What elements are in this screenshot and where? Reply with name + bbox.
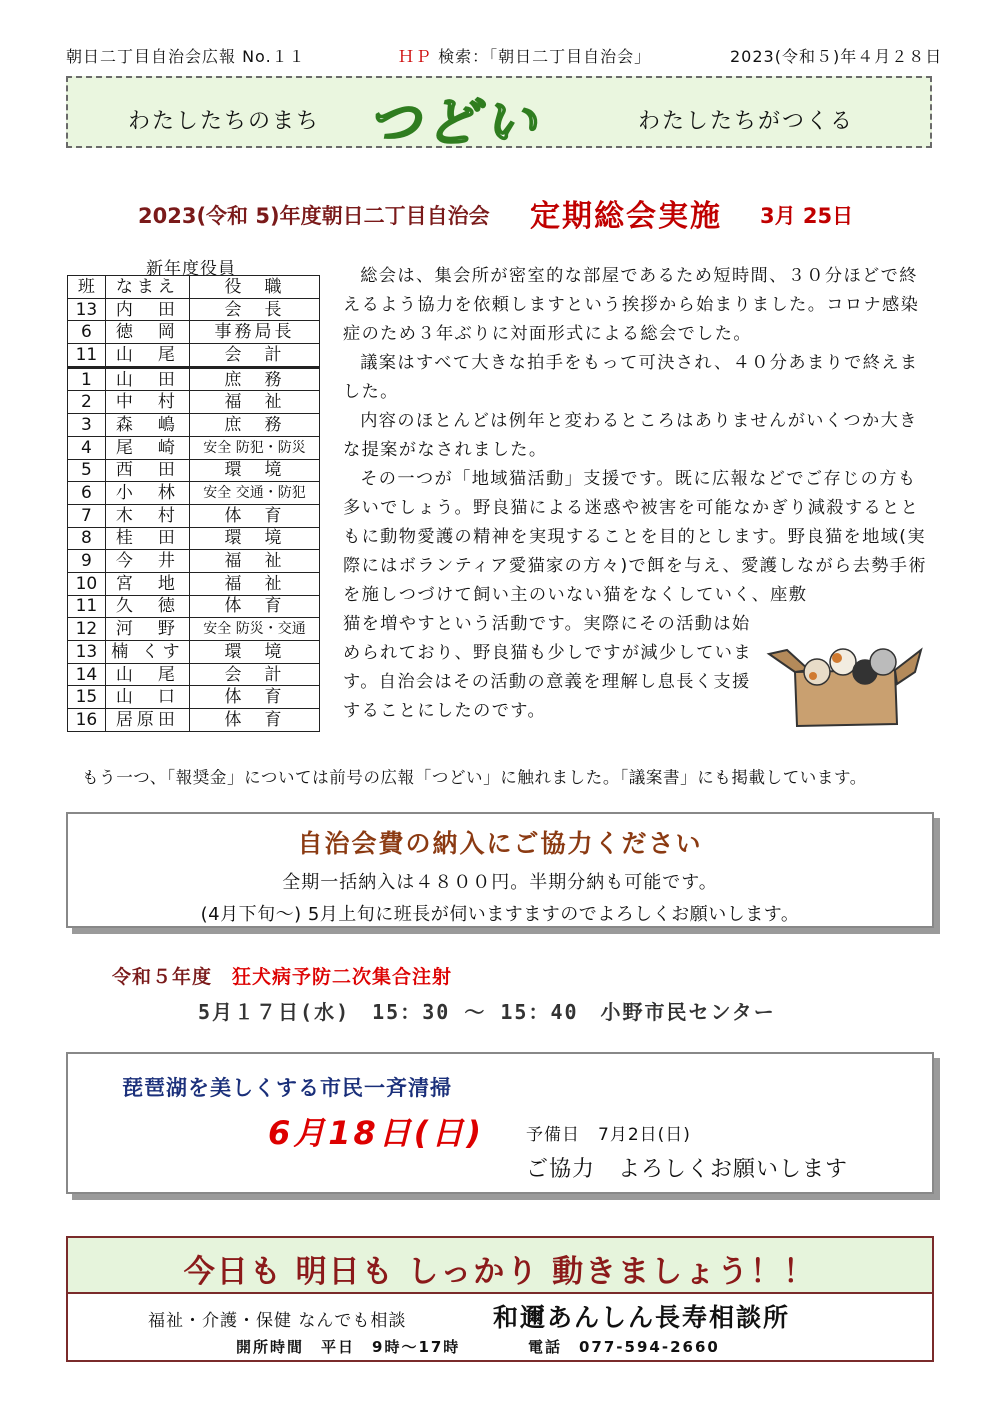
officer-group: 1 <box>68 367 106 391</box>
cat-head-icon <box>830 649 856 675</box>
officer-role: 会 計 <box>190 344 320 368</box>
cleanup-request: ご協力 よろしくお願いします <box>526 1157 849 1182</box>
officer-name: 山 田 <box>105 367 189 391</box>
officer-role: 体 育 <box>190 504 320 527</box>
officer-group: 14 <box>68 663 106 686</box>
cleanup-date: 6月18日(日) <box>268 1114 485 1152</box>
officer-group: 7 <box>68 504 106 527</box>
header-name: なまえ <box>105 276 189 299</box>
officer-group: 16 <box>68 709 106 732</box>
header-role: 役 職 <box>190 276 320 299</box>
article-paragraph: 議案はすべて大きな拍手をもって可決され、４０分あまりで終えました。 <box>343 353 919 402</box>
issue-number: 朝日二丁目自治会広報 No.１１ <box>66 47 306 66</box>
officer-row <box>68 436 320 459</box>
officer-row <box>68 572 320 595</box>
officer-row <box>68 618 320 641</box>
officer-row <box>68 414 320 437</box>
officer-role: 会 長 <box>190 298 320 321</box>
cat-patch <box>832 653 842 663</box>
officer-role: 環 境 <box>190 459 320 482</box>
officers-header-row <box>68 276 320 299</box>
masthead-right-slogan: わたしたちがつくる <box>638 109 855 134</box>
rabies-year: 令和５年度 <box>112 966 213 988</box>
officer-role: 安全 防災・交通 <box>190 618 320 641</box>
officer-name: 中 村 <box>105 391 189 414</box>
officer-name: 桂 田 <box>105 527 189 550</box>
officer-name: 内 田 <box>105 298 189 321</box>
officer-row <box>68 527 320 550</box>
consult-phone: 電話 077-594-2660 <box>528 1338 720 1356</box>
officer-row <box>68 663 320 686</box>
cat-patch <box>809 672 817 680</box>
consult-center-name: 和邇あんしん長寿相談所 <box>493 1303 791 1332</box>
officer-row <box>68 709 320 732</box>
consult-hours: 開所時間 平日 9時〜17時 <box>236 1338 461 1356</box>
officer-group: 13 <box>68 298 106 321</box>
officer-role: 安全 防犯・防災 <box>190 436 320 459</box>
officer-role: 体 育 <box>190 709 320 732</box>
fee-amount: 全期一括納入は４８００円。半期分納も可能です。 <box>282 872 718 893</box>
officer-row <box>68 504 320 527</box>
officer-role: 事務局長 <box>190 321 320 344</box>
rabies-vaccination-title <box>112 962 452 989</box>
masthead <box>66 76 932 153</box>
officer-group: 13 <box>68 641 106 664</box>
cat-head-icon <box>804 659 830 685</box>
consult-services: 福祉・介護・保健 なんでも相談 <box>148 1311 407 1331</box>
officer-role: 体 育 <box>190 595 320 618</box>
officer-role: 福 祉 <box>190 391 320 414</box>
cleanup-reserve-date: 予備日 7月2日(日) <box>526 1125 691 1145</box>
hp-search-text: 検索：「朝日二丁目自治会」 <box>432 47 652 66</box>
officer-row <box>68 321 320 344</box>
rabies-event: 狂犬病予防二次集合注射 <box>232 966 453 988</box>
officer-role: 福 祉 <box>190 550 320 573</box>
homepage-search-hint <box>398 44 651 67</box>
officer-group: 6 <box>68 482 106 505</box>
officer-row <box>68 298 320 321</box>
rabies-schedule: 5月１７日(水) 15：30 〜 15：40 小野市民センター <box>198 1000 776 1024</box>
officer-name: 小 林 <box>105 482 189 505</box>
officer-row <box>68 367 320 391</box>
officer-group: 6 <box>68 321 106 344</box>
article-footnote: もう一つ、「報奨金」については前号の広報「つどい」に触れました。「議案書」にも掲載しています。 <box>82 768 867 787</box>
consultation-center-box <box>66 1236 934 1362</box>
officer-role: 庶 務 <box>190 367 320 391</box>
officer-role: 会 計 <box>190 663 320 686</box>
officer-role: 安全 交通・防犯 <box>190 482 320 505</box>
officer-name: 居原田 <box>105 709 189 732</box>
officer-group: 8 <box>68 527 106 550</box>
officers-body <box>68 298 320 731</box>
officer-group: 11 <box>68 595 106 618</box>
officer-group: 9 <box>68 550 106 573</box>
officer-row <box>68 550 320 573</box>
officer-name: 楠 くす <box>105 641 189 664</box>
cat-head-icon <box>870 649 896 675</box>
headline-general-meeting: 定期総会実施 <box>530 199 722 234</box>
officer-name: 宮 地 <box>105 572 189 595</box>
officer-row <box>68 686 320 709</box>
slogan-band <box>68 1238 932 1294</box>
officer-name: 森 嶋 <box>105 414 189 437</box>
officer-row <box>68 482 320 505</box>
hp-label: ＨＰ <box>398 47 433 66</box>
cats-in-box-illustration <box>765 632 925 732</box>
officer-name: 今 井 <box>105 550 189 573</box>
article-paragraph: 猫を増やすという活動です。実際にその活動は始められており、野良猫も少しですが減少しています。自治会はその活動の意義を理解し息長く支援することにしたのです。 <box>343 614 752 721</box>
officer-name: 西 田 <box>105 459 189 482</box>
issue-date: 2023(令和５)年４月２８日 <box>730 47 943 66</box>
cleanup-title: 琵琶湖を美しくする市民一斉清掃 <box>122 1076 452 1100</box>
officer-row <box>68 641 320 664</box>
officer-name: 河 野 <box>105 618 189 641</box>
officer-group: 5 <box>68 459 106 482</box>
officer-name: 尾 崎 <box>105 436 189 459</box>
masthead-left-slogan: わたしたちのまち <box>128 109 321 134</box>
officer-row <box>68 595 320 618</box>
membership-fee-notice <box>66 812 934 928</box>
officer-name: 山 尾 <box>105 663 189 686</box>
officer-group: 10 <box>68 572 106 595</box>
officer-row <box>68 391 320 414</box>
officer-role: 庶 務 <box>190 414 320 437</box>
tsudoi-logo: つどい <box>368 93 543 153</box>
officer-role: 体 育 <box>190 686 320 709</box>
officer-row <box>68 459 320 482</box>
header-group: 班 <box>68 276 106 299</box>
officer-group: 4 <box>68 436 106 459</box>
article-paragraph: その一つが「地域猫活動」支援です。既に広報などでご存じの方も多いでしょう。野良猫による迷惑や被害を可能なかぎり減殺するとともに動物愛護の精神を実現することを目的とします。野良猫を地域(実際にはボランティア愛猫家の方々)で餌を与え、愛護しながら去勢手術を施しつづけて飼い主のいない猫をなくしていく、座敷 <box>343 469 927 605</box>
fee-title: 自治会費の納入にご協力ください <box>297 829 703 858</box>
article-paragraph: 内容のほとんどは例年と変わるところはありませんがいくつか大きな提案がなされました。 <box>343 411 918 460</box>
officer-group: 15 <box>68 686 106 709</box>
officer-group: 12 <box>68 618 106 641</box>
box-flap-left <box>769 650 809 672</box>
headline-association: 2023(令和 5)年度朝日二丁目自治会 <box>138 204 490 228</box>
officer-group: 11 <box>68 344 106 368</box>
officer-name: 久 徳 <box>105 595 189 618</box>
officer-name: 徳 岡 <box>105 321 189 344</box>
officer-row <box>68 344 320 368</box>
lake-cleanup-notice <box>66 1052 934 1194</box>
article-paragraph: 総会は、集会所が密室的な部屋であるため短時間、３０分ほどで終えるよう協力を依頼しますという挨拶から始まりました。コロナ感染症のため３年ぶりに対面形式による総会でした。 <box>343 266 920 344</box>
officers-table <box>67 275 320 732</box>
officer-name: 山 尾 <box>105 344 189 368</box>
officer-role: 環 境 <box>190 641 320 664</box>
fee-collection-schedule: (4月下旬〜) 5月上旬に班長が伺いますますのでよろしくお願いします。 <box>200 904 800 925</box>
officer-group: 3 <box>68 414 106 437</box>
officer-role: 福 祉 <box>190 572 320 595</box>
officer-group: 2 <box>68 391 106 414</box>
headline-date: 3月 25日 <box>760 204 854 228</box>
slogan: 今日も 明日も しっかり 動きましょう！！ <box>183 1254 817 1290</box>
officer-name: 山 口 <box>105 686 189 709</box>
officer-role: 環 境 <box>190 527 320 550</box>
box-flap-right <box>895 650 921 684</box>
officers-caption: 新年度役員 <box>146 259 236 279</box>
officer-name: 木 村 <box>105 504 189 527</box>
